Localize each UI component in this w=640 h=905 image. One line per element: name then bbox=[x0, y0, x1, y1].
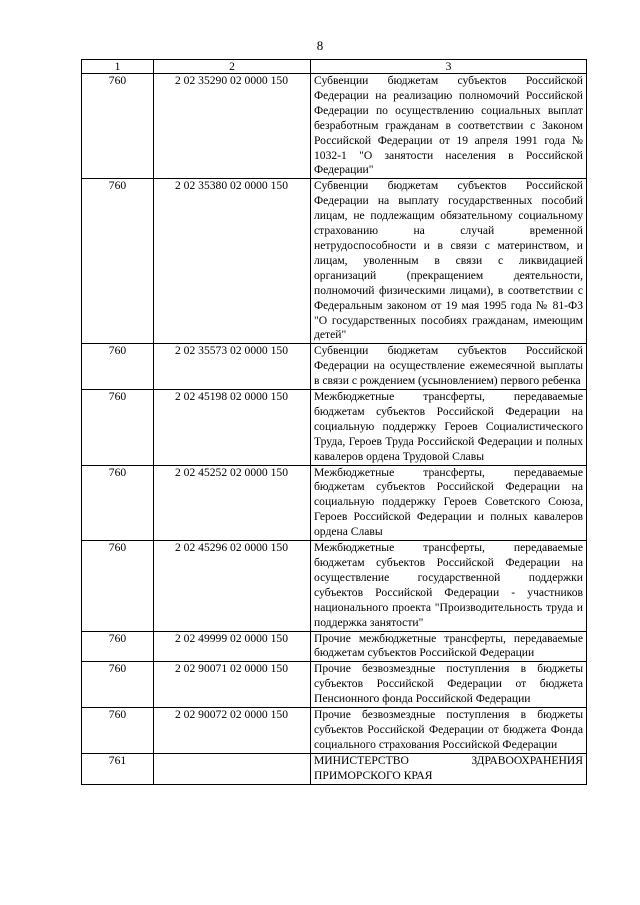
admin-code-cell: 760 bbox=[82, 631, 154, 662]
budget-code-cell: 2 02 35290 02 0000 150 bbox=[154, 74, 311, 179]
budget-code-cell: 2 02 35380 02 0000 150 bbox=[154, 179, 311, 344]
admin-code-cell: 760 bbox=[82, 74, 154, 179]
description-cell: Межбюджетные трансферты, передаваемые бюджетам субъектов Российской Федерации на социальную поддержку Героев Советского Союза, Героев Российской Федерации и полных кавалеров ордена Славы bbox=[311, 465, 587, 541]
revenue-codes-table bbox=[81, 59, 587, 785]
column-header-3: 3 bbox=[311, 60, 587, 74]
column-header-2: 2 bbox=[154, 60, 311, 74]
table-header-row bbox=[82, 60, 587, 74]
budget-code-cell: 2 02 45198 02 0000 150 bbox=[154, 390, 311, 466]
admin-code-cell: 760 bbox=[82, 541, 154, 631]
table-row bbox=[82, 541, 587, 631]
table-row bbox=[82, 465, 587, 541]
table-row bbox=[82, 662, 587, 708]
budget-code-cell: 2 02 45252 02 0000 150 bbox=[154, 465, 311, 541]
budget-code-cell: 2 02 45296 02 0000 150 bbox=[154, 541, 311, 631]
table-row bbox=[82, 631, 587, 662]
page-number: 8 bbox=[316, 38, 324, 53]
description-cell: Прочие безвозмездные поступления в бюджеты субъектов Российской Федерации от бюджета Пенсионного фонда Российской Федерации bbox=[311, 662, 587, 708]
table-row bbox=[82, 344, 587, 390]
admin-code-cell: 760 bbox=[82, 662, 154, 708]
table-row bbox=[82, 708, 587, 754]
description-cell: Субвенции бюджетам субъектов Российской Федерации на реализацию полномочий Российской Федерации по осуществлению социальных выплат безработным гражданам в соответствии с Законом Российской Федерации от 19 апреля 1991 года № 1032-1 "О занятости населения в Российской Федерации" bbox=[311, 74, 587, 179]
budget-code-cell: 2 02 49999 02 0000 150 bbox=[154, 631, 311, 662]
description-cell: Прочие безвозмездные поступления в бюджеты субъектов Российской Федерации от бюджета Фонда социального страхования Российской Федерации bbox=[311, 708, 587, 754]
description-cell: Межбюджетные трансферты, передаваемые бюджетам субъектов Российской Федерации на социальную поддержку Героев Социалистического Труда, Героев Труда Российской Федерации и полных кавалеров ордена Трудовой Славы bbox=[311, 390, 587, 466]
description-cell: Субвенции бюджетам субъектов Российской Федерации на выплату государственных пособий лицам, не подлежащим обязательному социальному страхованию на случай временной нетрудоспособности и в связи с материнством, и лицам, уволенным в связи с ликвидацией организаций (прекращением деятельности, полномочий физическими лицами), в соответствии с Федеральным законом от 19 мая 1995 года № 81-ФЗ "О государственных пособиях гражданам, имеющим детей" bbox=[311, 179, 587, 344]
admin-code-cell: 761 bbox=[82, 753, 154, 784]
description-cell: Прочие межбюджетные трансферты, передаваемые бюджетам субъектов Российской Федерации bbox=[311, 631, 587, 662]
description-cell: МИНИСТЕРСТВО ЗДРАВООХРАНЕНИЯ ПРИМОРСКОГО КРАЯ bbox=[311, 753, 587, 784]
admin-code-cell: 760 bbox=[82, 465, 154, 541]
column-header-1: 1 bbox=[82, 60, 154, 74]
budget-code-cell: 2 02 35573 02 0000 150 bbox=[154, 344, 311, 390]
table-row bbox=[82, 74, 587, 179]
budget-code-cell bbox=[154, 753, 311, 784]
budget-code-cell: 2 02 90071 02 0000 150 bbox=[154, 662, 311, 708]
table-row bbox=[82, 179, 587, 344]
table-row bbox=[82, 390, 587, 466]
table-row bbox=[82, 753, 587, 784]
admin-code-cell: 760 bbox=[82, 708, 154, 754]
description-cell: Субвенции бюджетам субъектов Российской Федерации на осуществление ежемесячной выплаты в связи с рождением (усыновлением) первого ребенка bbox=[311, 344, 587, 390]
admin-code-cell: 760 bbox=[82, 390, 154, 466]
admin-code-cell: 760 bbox=[82, 179, 154, 344]
admin-code-cell: 760 bbox=[82, 344, 154, 390]
budget-code-cell: 2 02 90072 02 0000 150 bbox=[154, 708, 311, 754]
description-cell: Межбюджетные трансферты, передаваемые бюджетам субъектов Российской Федерации на осуществление государственной поддержки субъектов Российской Федерации - участников национального проекта "Производительность труда и поддержка занятости" bbox=[311, 541, 587, 631]
